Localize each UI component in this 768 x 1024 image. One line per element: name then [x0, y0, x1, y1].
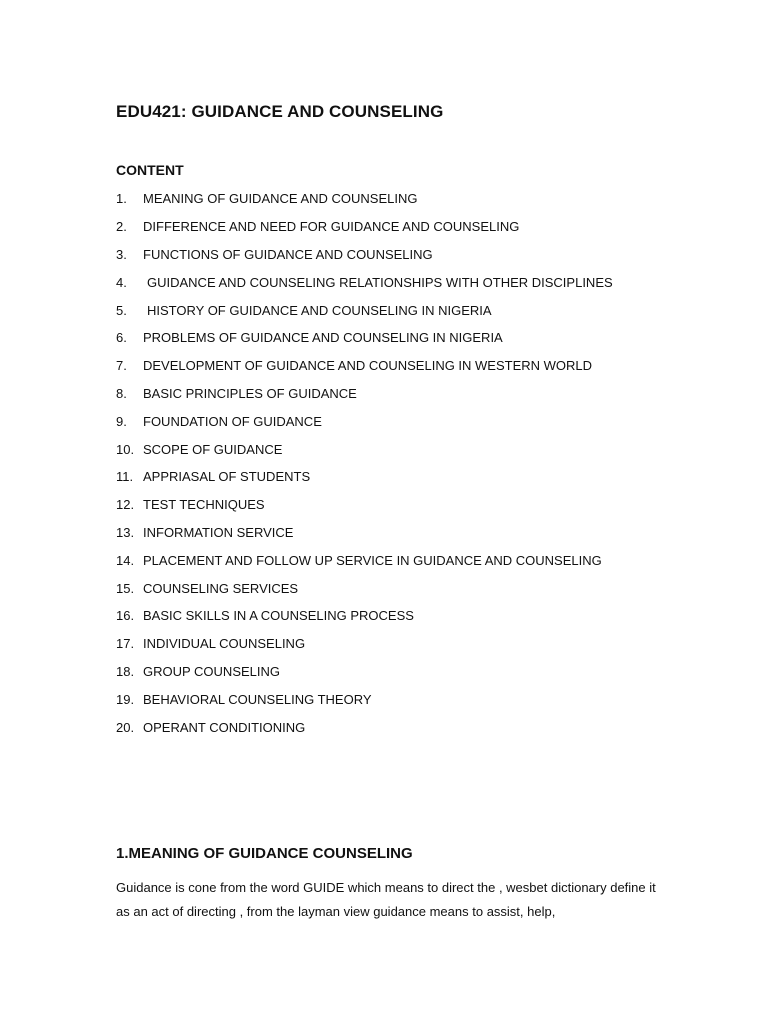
toc-text: TEST TECHNIQUES: [143, 497, 265, 513]
toc-number: 8.: [116, 385, 127, 401]
toc-item: [116, 658, 613, 686]
toc-number: 7.: [116, 358, 127, 374]
toc-text: INFORMATION SERVICE: [143, 524, 294, 540]
toc-text: COUNSELING SERVICES: [143, 580, 299, 596]
toc-number: 2.: [116, 219, 127, 235]
toc-text: APPRIASAL OF STUDENTS: [143, 469, 311, 485]
toc-text: FOUNDATION OF GUIDANCE: [143, 413, 322, 429]
toc-text: GROUP COUNSELING: [143, 663, 281, 679]
toc-item: [116, 546, 613, 574]
toc-text: HISTORY OF GUIDANCE AND COUNSELING IN NIGERIA: [147, 302, 492, 318]
toc-item: [116, 407, 613, 435]
toc-item: [116, 324, 613, 352]
toc-item: [116, 491, 613, 519]
toc-text: PLACEMENT AND FOLLOW UP SERVICE IN GUIDANCE AND COUNSELING: [143, 552, 602, 568]
toc-text: BASIC SKILLS IN A COUNSELING PROCESS: [143, 608, 414, 624]
toc-number: 14.: [116, 552, 135, 568]
toc-item: [116, 574, 613, 602]
toc-item: [116, 241, 613, 269]
toc-text: GUIDANCE AND COUNSELING RELATIONSHIPS WITH OTHER DISCIPLINES: [147, 274, 613, 290]
toc-number: 10.: [116, 441, 135, 457]
toc-number: 18.: [116, 663, 135, 679]
table-of-contents: [116, 185, 613, 741]
toc-number: 1.: [116, 191, 127, 207]
body-paragraph: Guidance is cone from the word GUIDE which means to direct the , wesbet dictionary define it as an act of directing , from the layman view guidance means to assist, help,: [116, 880, 656, 919]
toc-item: [116, 352, 613, 380]
toc-item: [116, 463, 613, 491]
document-title: EDU421: GUIDANCE AND COUNSELING: [116, 102, 444, 121]
toc-number: 3.: [116, 246, 127, 262]
toc-number: 6.: [116, 330, 127, 346]
toc-number: 16.: [116, 608, 135, 624]
toc-item: [116, 602, 613, 630]
toc-number: 5.: [116, 302, 127, 318]
toc-item: [116, 685, 613, 713]
toc-text: OPERANT CONDITIONING: [143, 719, 306, 735]
toc-text: BEHAVIORAL COUNSELING THEORY: [143, 691, 372, 707]
toc-item: [116, 213, 613, 241]
toc-number: 12.: [116, 497, 135, 513]
toc-number: 20.: [116, 719, 135, 735]
content-heading: CONTENT: [116, 162, 184, 178]
toc-text: BASIC PRINCIPLES OF GUIDANCE: [143, 385, 357, 401]
toc-item: [116, 296, 613, 324]
toc-item: [116, 630, 613, 658]
toc-item: [116, 713, 613, 741]
toc-item: [116, 268, 613, 296]
toc-item: [116, 185, 613, 213]
toc-text: MEANING OF GUIDANCE AND COUNSELING: [143, 191, 418, 207]
toc-number: 13.: [116, 524, 135, 540]
toc-number: 9.: [116, 413, 127, 429]
toc-number: 11.: [116, 469, 134, 485]
toc-text: DEVELOPMENT OF GUIDANCE AND COUNSELING IN WESTERN WORLD: [143, 358, 593, 374]
toc-text: FUNCTIONS OF GUIDANCE AND COUNSELING: [143, 246, 433, 262]
toc-item: [116, 380, 613, 408]
toc-number: 19.: [116, 691, 135, 707]
section-heading: 1.MEANING OF GUIDANCE COUNSELING: [116, 845, 413, 862]
toc-text: PROBLEMS OF GUIDANCE AND COUNSELING IN NIGERIA: [143, 330, 503, 346]
toc-text: DIFFERENCE AND NEED FOR GUIDANCE AND COUNSELING: [143, 219, 520, 235]
toc-text: SCOPE OF GUIDANCE: [143, 441, 283, 457]
toc-number: 15.: [116, 580, 135, 596]
toc-number: 4.: [116, 274, 127, 290]
toc-text: INDIVIDUAL COUNSELING: [143, 636, 306, 652]
toc-number: 17.: [116, 636, 135, 652]
toc-item: [116, 435, 613, 463]
toc-item: [116, 519, 613, 547]
